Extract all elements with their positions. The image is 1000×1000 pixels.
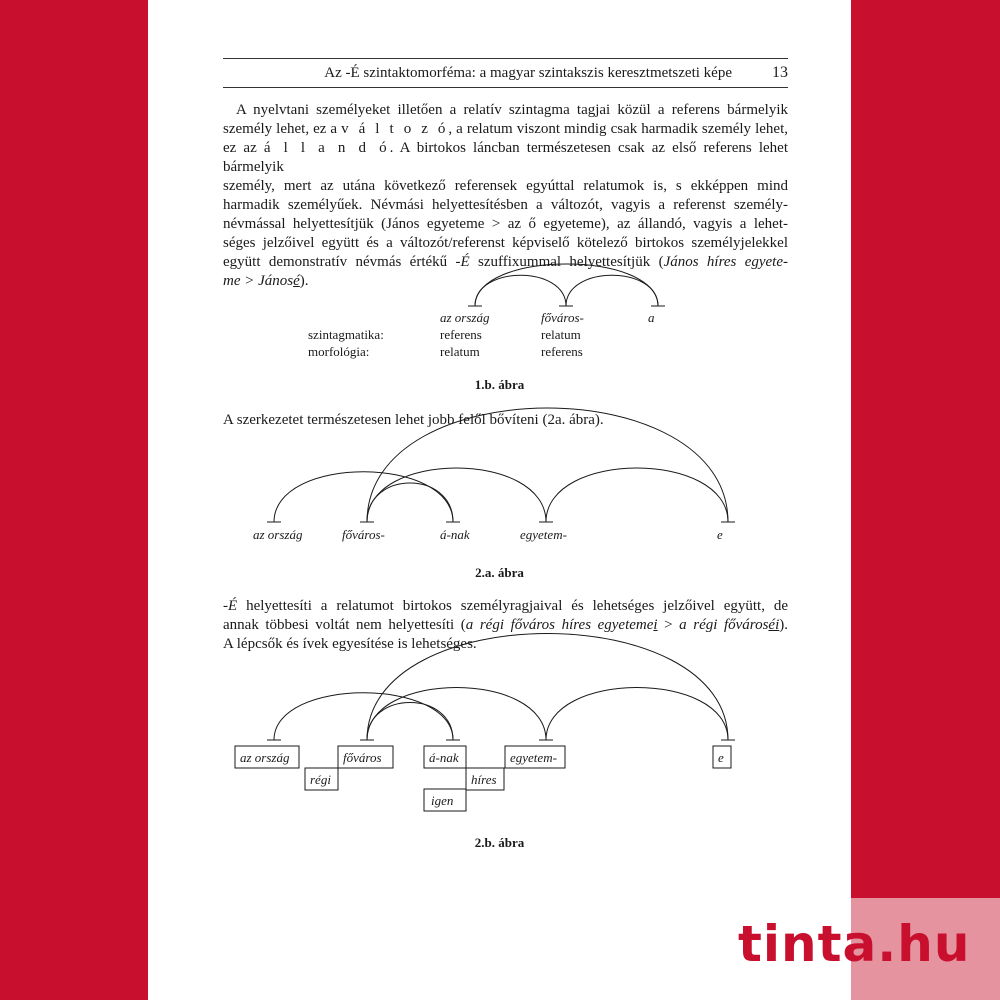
paragraph-line: annak többesi voltát nem helyettesíti (a régi főváros híres egyetemei > a régi fővároséi). (223, 617, 788, 633)
box-hires (466, 768, 504, 790)
fig1-row-label: morfológia: (308, 344, 370, 359)
paragraph-line: -É helyettesíti a relatumot birtokos személyragjaival és lehetséges jelzőivel együtt, de (223, 598, 788, 614)
fig2a-word: az ország (253, 527, 303, 542)
fig2a-word: á-nak (440, 527, 470, 542)
paragraph-line: névmással helyettesítjük (János egyeteme > az ő egyeteme), az állandó, vagyis a lehet- (223, 216, 788, 232)
box-a-nak (424, 746, 466, 768)
arc (546, 468, 728, 522)
book-page (148, 0, 851, 1000)
fig2a-word: egyetem- (520, 527, 567, 542)
arc (367, 468, 546, 522)
fig2b-word: főváros (343, 750, 382, 765)
arc (546, 688, 728, 741)
box-igen (424, 789, 466, 811)
fig2a-word: főváros- (342, 527, 385, 542)
fig1-word: a (648, 310, 655, 325)
fig1-row-value: relatum (440, 344, 480, 359)
arc (367, 483, 453, 522)
fig2b-word: híres (471, 772, 497, 787)
paragraph-line: séges jelzőivel együtt és a változót/referenst képviselő kötelező birtokos személyjelekkel (223, 235, 788, 251)
fig2b-word: régi (310, 772, 331, 787)
running-head (223, 58, 788, 88)
fig1-word: főváros- (541, 310, 584, 325)
paragraph-line: harmadik személyűek. Névmási helyettesítésben a változót, vagyis a referenst személy- (223, 197, 788, 213)
figure-caption: 2.b. ábra (474, 835, 525, 850)
emphasis-valtozo: v á l t o z ó (341, 121, 449, 137)
paragraph-1 (223, 101, 788, 291)
fig2b-word: á-nak (429, 750, 459, 765)
paragraph-line: személy, mert az utána következő referensek egyúttal relatumok is, s ekképpen mind (223, 178, 788, 194)
paragraph-line: A lépcsők és ívek egyesítése is lehetséges. (223, 636, 477, 652)
fig1-row-value: relatum (541, 327, 581, 342)
box-regi (305, 768, 338, 790)
figure-2b-boxes (235, 746, 731, 811)
paragraph-line: me > Jánosé). (223, 273, 309, 289)
paragraph-line: személy lehet, ez a v á l t o z ó, a relatum viszont mindig csak harmadik személy lehet, (223, 121, 788, 137)
fig2b-word: igen (431, 793, 454, 808)
figure-caption: 2.a. ábra (475, 565, 524, 580)
watermark-logo: tinta.hu (738, 915, 971, 973)
fig1-word: az ország (440, 310, 490, 325)
fig1-row-label: szintagmatika: (308, 327, 384, 342)
paragraph-3 (223, 597, 788, 654)
fig2b-word: egyetem- (510, 750, 557, 765)
arc (274, 693, 453, 740)
box-e (713, 746, 731, 768)
paragraph-line: A nyelvtani személyeket illetően a relatív szintagma tagjai közül a referens bármelyik (236, 102, 788, 118)
paragraph-line: ez az á l l a n d ó. A birtokos láncban természetesen csak az első referens lehet bármelyik (223, 140, 788, 175)
arc (274, 472, 453, 522)
figure-caption: 1.b. ábra (474, 377, 525, 392)
fig1-row-value: referens (440, 327, 482, 342)
arc (367, 703, 453, 741)
fig2a-word: e (717, 527, 723, 542)
running-head-title: Az -É szintaktomorféma: a magyar szintakszis keresztmetszeti képe (324, 65, 732, 81)
emphasis-allando: á l l a n d ó (263, 140, 390, 156)
page-number: 13 (772, 64, 788, 81)
fig2b-word: e (718, 750, 724, 765)
box-az-orszag (235, 746, 299, 768)
fig1-row-value: referens (541, 344, 583, 359)
box-fovaros (338, 746, 393, 768)
paragraph-line: együtt demonstratív névmás értékű -É szuffixummal helyettesítjük (János híres egyete- (223, 254, 789, 270)
box-egyetem (505, 746, 565, 768)
arc (367, 688, 546, 741)
fig2b-word: az ország (240, 750, 290, 765)
paragraph-2: A szerkezetet természetesen lehet jobb felől bővíteni (2a. ábra). (223, 412, 604, 428)
